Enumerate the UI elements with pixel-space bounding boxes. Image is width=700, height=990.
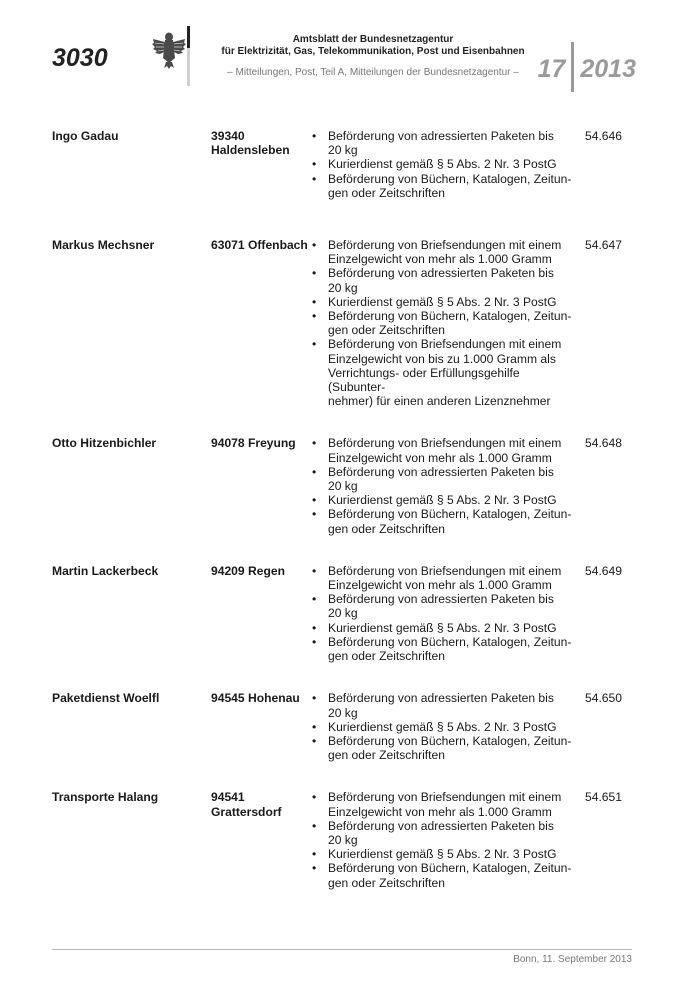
service-text-line: • Kurierdienst gemäß § 5 Abs. 2 Nr. 3 PostG [328,493,557,508]
service-text-line: • Beförderung von Büchern, Katalogen, Zeitun- [328,309,572,324]
service-list [312,129,572,200]
service-item [312,295,572,309]
service-item [312,493,572,507]
licensee-name: Martin Lackerbeck [52,563,159,578]
service-text-line: • Kurierdienst gemäß § 5 Abs. 2 Nr. 3 PostG [328,719,557,734]
list-item [52,790,632,889]
service-item [312,734,572,762]
service-text-line: • Beförderung von adressierten Paketen bis [328,691,554,706]
license-number: 54.646 [585,129,622,143]
service-item [312,720,572,734]
service-text-line: • Beförderung von adressierten Paketen bis [328,464,554,479]
service-item [312,635,572,663]
publication-title: Amtsblatt der Bundesnetzagentur [292,34,454,45]
service-item [312,266,572,294]
location-line: 94541 [211,790,245,805]
publication-title-line2: für Elektrizität, Gas, Telekommunikation, Post und Eisenbahnen [221,46,525,57]
service-text-line: gen oder Zeitschriften [328,875,445,890]
service-text-line: • Beförderung von Büchern, Katalogen, Zeitun- [328,171,572,186]
service-item [312,436,572,464]
issue-divider [571,42,574,92]
service-text-line: 20 kg [328,705,358,720]
service-list [312,790,572,889]
footer-divider [52,949,632,950]
service-text-line: 20 kg [328,143,358,158]
service-item [312,129,572,157]
licensee-location [211,436,311,450]
service-list [312,436,572,535]
licensee-location [211,129,311,157]
service-text-line: • Kurierdienst gemäß § 5 Abs. 2 Nr. 3 PostG [328,847,557,862]
service-list [312,238,572,408]
page-number: 3030 [52,44,108,72]
service-item [312,592,572,620]
location-line: 94078 Freyung [211,436,296,451]
licensee-location [211,564,311,578]
service-text-line: Einzelgewicht von bis zu 1.000 Gramm als [328,351,556,366]
service-text-line: gen oder Zeitschriften [328,521,445,536]
service-text-line: • Beförderung von Büchern, Katalogen, Zeitun- [328,507,572,522]
service-text-line: 20 kg [328,479,358,494]
license-number: 54.649 [585,563,622,578]
service-item [312,564,572,592]
license-number: 54.650 [585,691,622,706]
service-text-line: • Beförderung von Büchern, Katalogen, Zeitun- [328,634,572,649]
header-flag-bar [187,26,190,86]
service-item [312,309,572,337]
service-text-line: • Beförderung von adressierten Paketen bis [328,592,554,607]
service-text-line: • Beförderung von adressierten Paketen bis [328,818,554,833]
service-item [312,847,572,861]
service-text-line: gen oder Zeitschriften [328,649,445,664]
service-text-line: • Beförderung von Briefsendungen mit einem [328,337,562,352]
service-item [312,507,572,535]
service-text-line: Verrichtungs- oder Erfüllungsgehilfe (Subunter- [328,365,520,395]
license-entries-list [52,129,632,918]
service-text-line: gen oder Zeitschriften [328,748,445,763]
service-text-line: • Kurierdienst gemäß § 5 Abs. 2 Nr. 3 PostG [328,620,557,635]
service-text-line: 20 kg [328,832,358,847]
service-item [312,157,572,171]
service-text-line: • Beförderung von adressierten Paketen bis [328,266,554,281]
location-line: Haldensleben [211,143,290,158]
location-line: 94209 Regen [211,563,285,578]
license-number: 54.651 [585,790,622,805]
service-text-line: • Beförderung von adressierten Paketen bis [328,129,554,143]
location-line: 63071 Offenbach [211,238,308,253]
service-text-line: • Kurierdienst gemäß § 5 Abs. 2 Nr. 3 PostG [328,157,557,172]
service-item [312,621,572,635]
service-text-line: 20 kg [328,606,358,621]
service-text-line: Einzelgewicht von mehr als 1.000 Gramm [328,804,552,819]
licensee-name: Otto Hitzenbichler [52,436,157,451]
service-text-line: • Beförderung von Briefsendungen mit einem [328,238,562,253]
list-item [52,691,632,762]
service-list [312,691,572,762]
licensee-name: Transporte Halang [52,790,159,805]
service-item [312,819,572,847]
location-line: Grattersdorf [211,804,282,819]
service-item [312,172,572,200]
license-number: 54.647 [585,238,622,253]
licensee-location [211,691,311,705]
service-item [312,238,572,266]
service-item [312,691,572,719]
service-item [312,861,572,889]
license-number: 54.648 [585,436,622,451]
service-list [312,564,572,663]
location-line: 39340 [211,129,245,143]
service-item [312,465,572,493]
issue-label [538,44,636,94]
federal-eagle-icon [151,30,187,70]
service-text-line: 20 kg [328,280,358,295]
licensee-location [211,790,311,818]
list-item [52,564,632,663]
service-text-line: • Beförderung von Briefsendungen mit einem [328,436,562,451]
list-item [52,238,632,408]
service-text-line: Einzelgewicht von mehr als 1.000 Gramm [328,578,552,593]
service-text-line: Einzelgewicht von mehr als 1.000 Gramm [328,252,552,267]
publication-header [200,34,546,79]
service-text-line: • Beförderung von Büchern, Katalogen, Zeitun- [328,861,572,876]
service-text-line: gen oder Zeitschriften [328,185,445,200]
service-text-line: • Beförderung von Büchern, Katalogen, Zeitun- [328,733,572,748]
service-text-line: • Kurierdienst gemäß § 5 Abs. 2 Nr. 3 PostG [328,294,557,309]
licensee-name: Paketdienst Woelfl [52,691,160,706]
list-item [52,436,632,535]
service-item [312,790,572,818]
licensee-name: Markus Mechsner [52,238,155,253]
issue-year: 2013 [580,54,636,83]
publication-subtitle: – Mitteilungen, Post, Teil A, Mitteilungen der Bundesnetzagentur – [227,67,519,78]
footer-date: Bonn, 11. September 2013 [513,954,632,965]
service-text-line: Einzelgewicht von mehr als 1.000 Gramm [328,450,552,465]
service-text-line: • Beförderung von Briefsendungen mit einem [328,563,562,578]
service-text-line: • Beförderung von Briefsendungen mit einem [328,790,562,805]
service-text-line: gen oder Zeitschriften [328,323,445,338]
service-item [312,337,572,408]
service-text-line: nehmer) für einen anderen Lizenznehmer [328,394,551,409]
issue-number: 17 [537,54,566,83]
licensee-name: Ingo Gadau [52,129,119,143]
location-line: 94545 Hohenau [211,691,300,706]
list-item [52,129,632,200]
licensee-location [211,238,311,252]
